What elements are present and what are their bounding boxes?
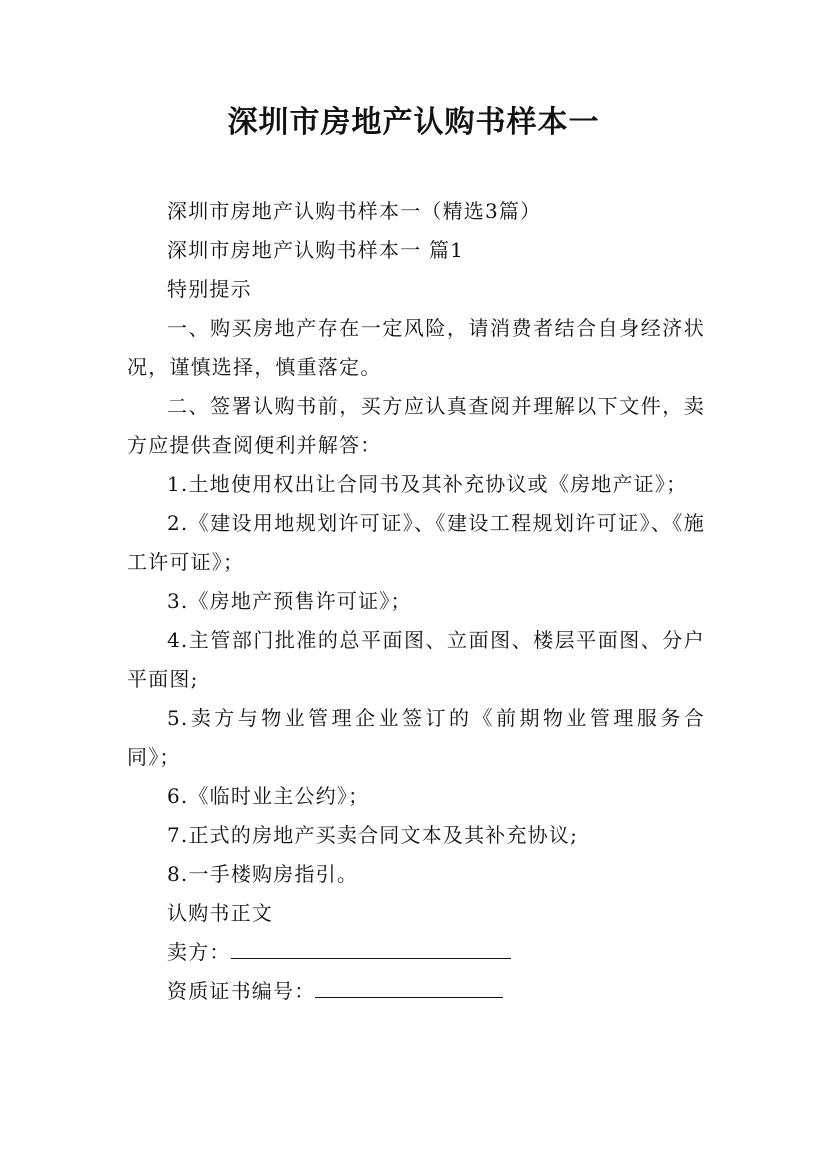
seller-blank-line [231, 934, 511, 959]
paragraph-doc-item-2: 2.《建设用地规划许可证》、《建设工程规划许可证》、《施工许可证》； [127, 511, 705, 574]
document-body [127, 192, 705, 1011]
paragraph-doc-item-1: 1.土地使用权出让合同书及其补充协议或《房地产证》； [167, 472, 688, 496]
cert-number-field [127, 972, 705, 1011]
paragraph-doc-item-7: 7.正式的房地产买卖合同文本及其补充协议; [167, 823, 579, 847]
seller-field [127, 933, 705, 972]
cert-number-label: 资质证书编号： [167, 979, 316, 1003]
paragraph-notice-item-2: 二、签署认购书前，买方应认真查阅并理解以下文件，卖方应提供查阅便利并解答： [127, 394, 705, 457]
paragraph-main-text-heading: 认购书正文 [167, 901, 273, 925]
paragraph-doc-item-5: 5.卖方与物业管理企业签订的《前期物业管理服务合同》； [127, 706, 705, 769]
paragraph-section-heading: 深圳市房地产认购书样本一 篇1 [167, 238, 465, 262]
paragraph-doc-item-4: 4.主管部门批准的总平面图、立面图、楼层平面图、分户平面图; [127, 628, 705, 691]
paragraph-doc-item-3: 3.《房地产预售许可证》； [167, 589, 412, 613]
seller-label: 卖方： [167, 940, 231, 964]
cert-number-blank-line [315, 973, 503, 998]
paragraph-notice-item-1: 一、购买房地产存在一定风险，请消费者结合自身经济状况，谨慎选择，慎重落定。 [127, 316, 705, 379]
document-title: 深圳市房地产认购书样本一 [227, 105, 600, 140]
paragraph-doc-item-6: 6.《临时业主公约》； [167, 784, 370, 808]
paragraph-subtitle: 深圳市房地产认购书样本一（精选3篇） [167, 199, 542, 223]
paragraph-special-notice: 特别提示 [167, 277, 252, 301]
paragraph-doc-item-8: 8.一手楼购房指引。 [167, 862, 359, 886]
